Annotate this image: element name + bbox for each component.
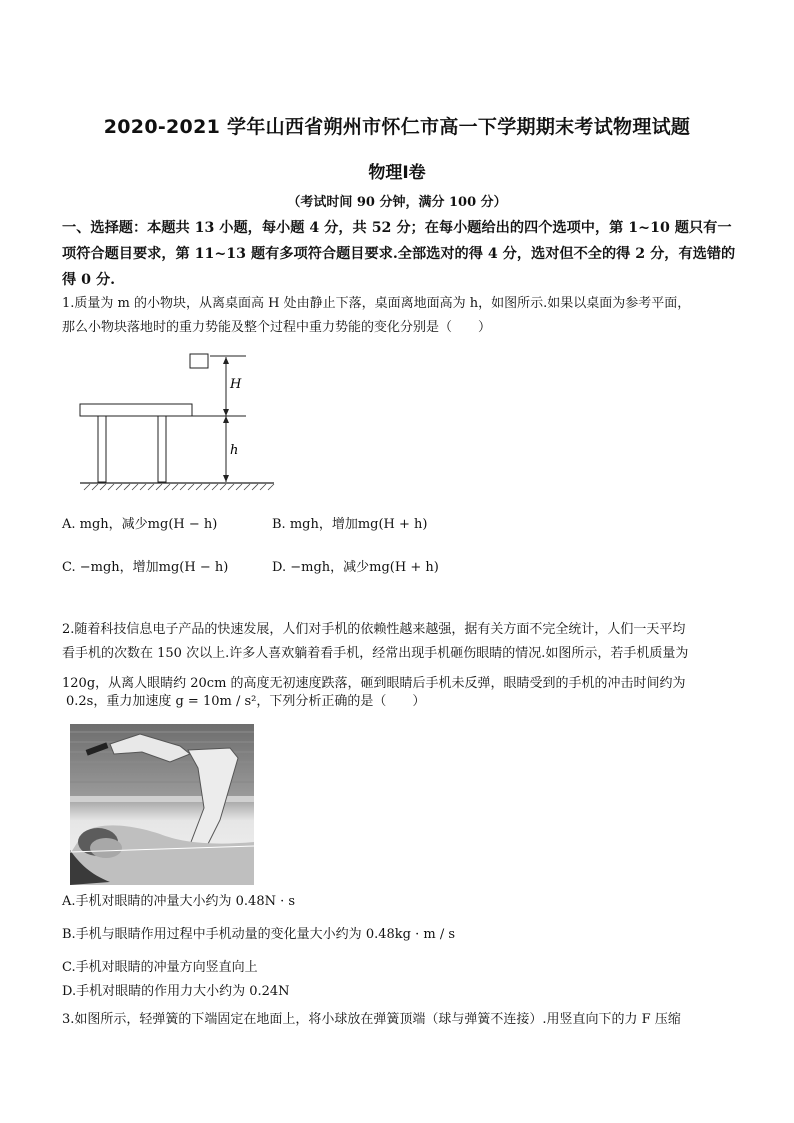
ground-hatch bbox=[84, 484, 274, 490]
q1-option-b: B. mgh，增加mg(H + h) bbox=[272, 517, 428, 532]
q2-option-a: A.手机对眼睛的冲量大小约为 0.48N · s bbox=[62, 894, 296, 909]
q2-option-b: B.手机与眼睛作用过程中手机动量的变化量大小约为 0.48kg · m / s bbox=[62, 927, 456, 942]
q1-line1: 1.质量为 m 的小物块，从离桌面高 H 处由静止下落，桌面离地面高为 h，如图所示.如果以桌面为参考平面， bbox=[62, 296, 691, 311]
q2-line1: 2.随着科技信息电子产品的快速发展，人们对手机的依赖性越来越强，据有关方面不完全统计，人们一天平均 bbox=[62, 622, 686, 637]
q1-option-c: C. −mgh，增加mg(H − h) bbox=[62, 560, 229, 575]
q2-photo bbox=[70, 724, 254, 885]
q2-line3: 120g，从离人眼睛约 20cm 的高度无初速度跌落，砸到眼睛后手机未反弹，眼睛受到的手机的冲击时间约为 bbox=[62, 676, 686, 691]
block-shape bbox=[190, 354, 208, 368]
arrow-table-up bbox=[223, 409, 229, 416]
q2-option-d: D.手机对眼睛的作用力大小约为 0.24N bbox=[62, 984, 290, 999]
arrow-bottom bbox=[223, 475, 229, 482]
table-leg-right bbox=[158, 416, 166, 482]
q1-option-d: D. −mgh，减少mg(H + h) bbox=[272, 560, 439, 575]
q1-table-figure bbox=[76, 350, 281, 495]
q2-option-c: C.手机对眼睛的冲量方向竖直向上 bbox=[62, 960, 258, 975]
section-heading: 一、选择题：本题共 13 小题，每小题 4 分，共 52 分；在每小题给出的四个选项中，第 1~10 题只有一项符合题目要求，第 11~13 题有多项符合题目要求.全部选对的得 4 分，选对但不全的得 2 分，有选错的得 0 分. bbox=[62, 220, 736, 288]
paper-subtitle: 物理Ⅰ卷 bbox=[368, 163, 426, 183]
q2-line4: 0.2s，重力加速度 g = 10m / s²，下列分析正确的是（ ） bbox=[66, 694, 426, 709]
arrow-table-down bbox=[223, 416, 229, 423]
exam-info: （考试时间 90 分钟，满分 100 分） bbox=[287, 195, 507, 210]
label-h: h bbox=[230, 443, 239, 458]
exam-title: 2020-2021 学年山西省朔州市怀仁市高一下学期期末考试物理试题 bbox=[103, 116, 691, 138]
q2-line2: 看手机的次数在 150 次以上.许多人喜欢躺着看手机，经常出现手机砸伤眼睛的情况.如图所示，若手机质量为 bbox=[62, 646, 689, 661]
arrow-top bbox=[223, 357, 229, 364]
q1-line2: 那么小物块落地时的重力势能及整个过程中重力势能的变化分别是（ ） bbox=[62, 320, 492, 335]
label-H: H bbox=[230, 377, 242, 392]
q3-line1: 3.如图所示，轻弹簧的下端固定在地面上，将小球放在弹簧顶端（球与弹簧不连接）.用竖直向下的力 F 压缩 bbox=[62, 1012, 681, 1027]
q1-option-a: A. mgh，减少mg(H − h) bbox=[62, 517, 218, 532]
table-top-shape bbox=[80, 404, 192, 416]
table-leg-left bbox=[98, 416, 106, 482]
